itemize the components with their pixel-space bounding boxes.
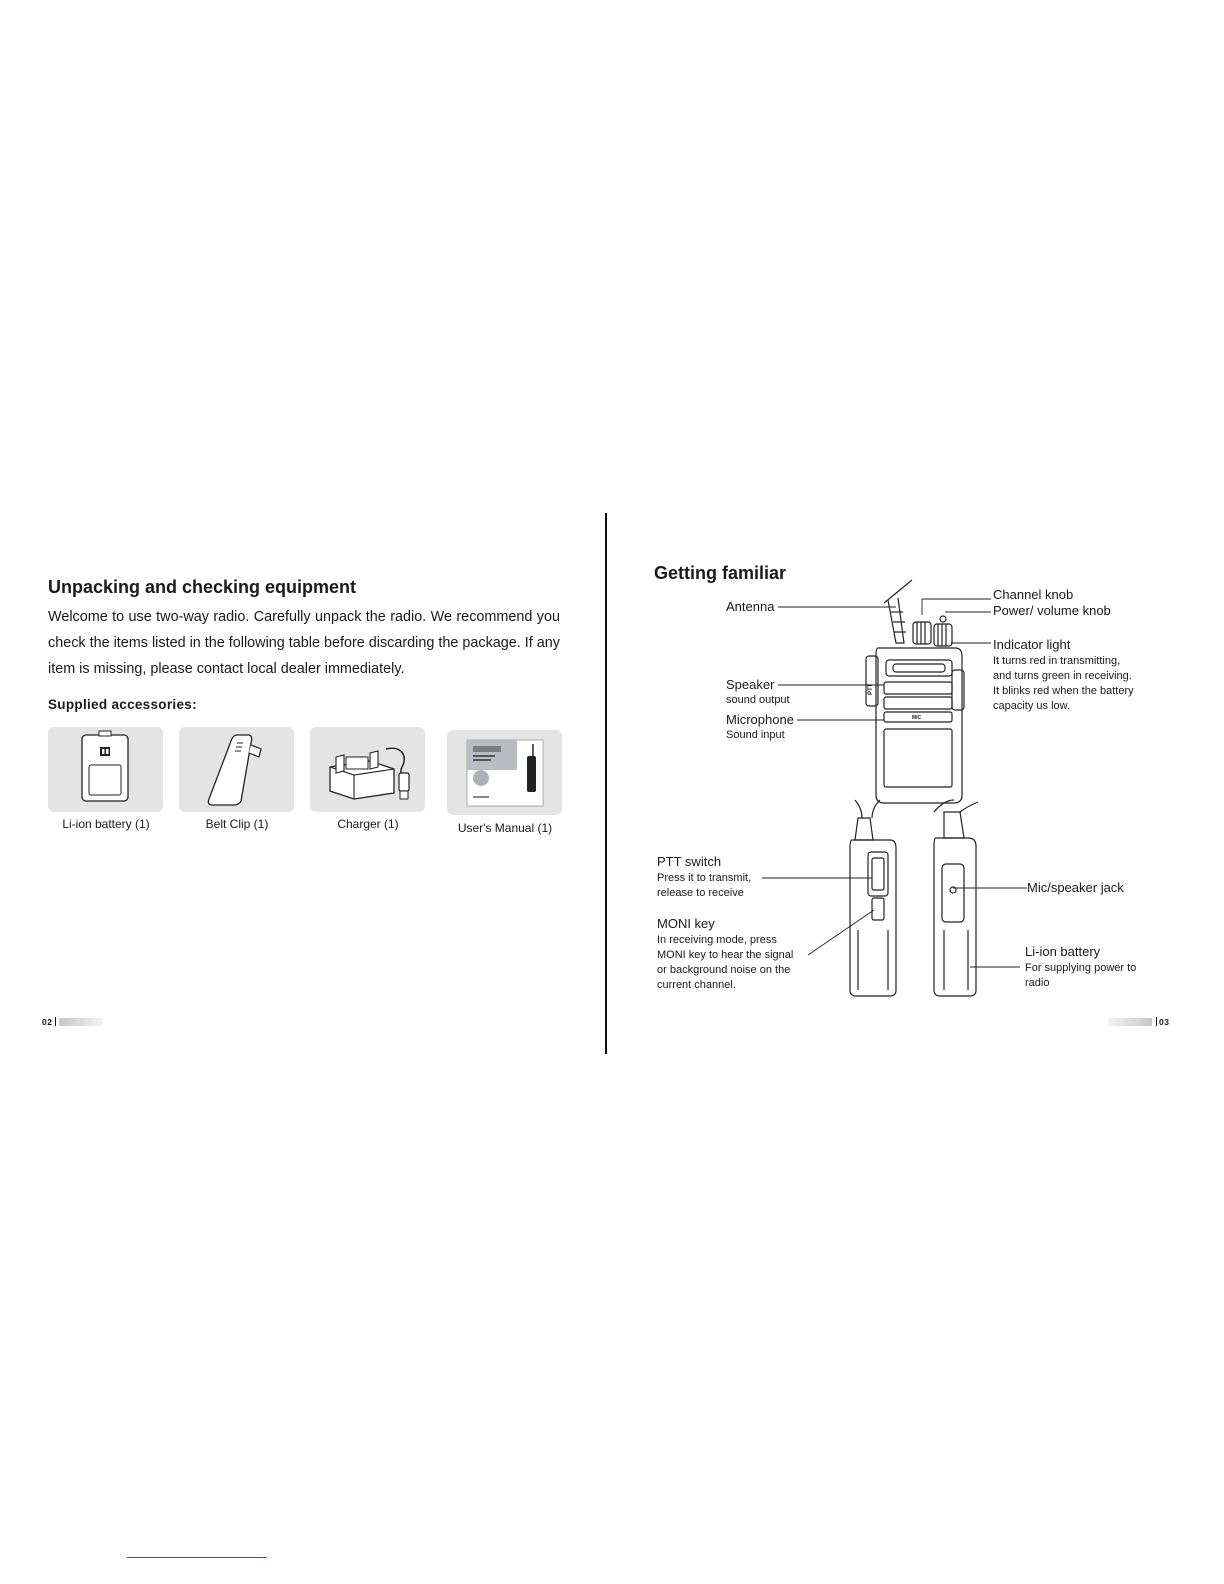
label-microphone: Microphone xyxy=(726,712,794,727)
footer-link-underline xyxy=(127,1557,267,1558)
charger-icon xyxy=(310,727,425,812)
label-ptt-switch: PTT switch xyxy=(657,854,722,869)
intro-paragraph: Welcome to use two-way radio. Carefully unpack the radio. We recommend you check the items listed in the following table before discarding the package. If any item is missing, please contact local dealer immediately. xyxy=(48,609,560,677)
label-moni-key: MONI key xyxy=(657,916,715,931)
supplied-accessories-heading: Supplied accessories: xyxy=(48,697,197,712)
page-number-separator xyxy=(55,1017,56,1026)
accessory-card-manual xyxy=(447,730,562,815)
radio-ptt-mark: PTT xyxy=(868,683,874,695)
radio-mic-mark: MIC xyxy=(912,715,922,721)
accessory-label-belt-clip: Belt Clip (1) xyxy=(205,817,269,831)
label-antenna: Antenna xyxy=(726,599,775,614)
accessory-label-battery: Li-ion battery (1) xyxy=(62,817,150,831)
label-speaker: Speaker xyxy=(726,677,775,692)
page-number-right: 03 xyxy=(1159,1017,1170,1027)
manual-icon xyxy=(447,730,562,815)
indicator-desc-line-1: It turns red in transmitting, xyxy=(993,655,1121,667)
moni-desc-line-2: MONI key to hear the signal xyxy=(657,949,794,961)
ptt-desc-line-2: release to receive xyxy=(657,887,744,899)
battery-desc-line-1: For supplying power to xyxy=(1025,962,1137,974)
page-title-getting-familiar: Getting familiar xyxy=(654,563,787,583)
battery-icon xyxy=(48,727,163,812)
label-indicator-light: Indicator light xyxy=(993,637,1071,652)
page-bar-left xyxy=(59,1018,103,1026)
page-title-unpacking: Unpacking and checking equipment xyxy=(48,577,357,597)
accessory-card-belt-clip xyxy=(179,727,294,812)
page-number-separator-right xyxy=(1156,1017,1157,1026)
leader-moni xyxy=(808,910,874,955)
belt-clip-icon xyxy=(179,727,294,812)
moni-desc-line-4: current channel. xyxy=(657,979,736,991)
accessory-label-charger: Charger (1) xyxy=(337,817,399,831)
battery-desc-line-2: radio xyxy=(1025,977,1050,989)
moni-desc-line-1: In receiving mode, press xyxy=(657,934,777,946)
indicator-desc-line-4: capacity us low. xyxy=(993,700,1071,712)
accessory-card-charger xyxy=(310,727,425,812)
page-divider xyxy=(605,513,607,1054)
speaker-desc: sound output xyxy=(726,694,790,706)
label-power-volume-knob: Power/ volume knob xyxy=(993,603,1111,618)
accessory-card-battery xyxy=(48,727,163,812)
antenna-top-curve xyxy=(884,580,912,603)
label-li-ion-battery: Li-ion battery xyxy=(1025,944,1101,959)
label-mic-speaker-jack: Mic/speaker jack xyxy=(1027,880,1124,895)
microphone-desc: Sound input xyxy=(726,729,785,741)
moni-desc-line-3: or background noise on the xyxy=(657,964,791,976)
label-channel-knob: Channel knob xyxy=(993,587,1074,602)
ptt-desc-line-1: Press it to transmit, xyxy=(657,872,752,884)
accessory-label-manual: User's Manual (1) xyxy=(457,821,553,835)
indicator-desc-line-2: and turns green in receiving. xyxy=(993,670,1132,682)
page-number-left: 02 xyxy=(42,1017,53,1027)
indicator-desc-line-3: It blinks red when the battery xyxy=(993,685,1134,697)
page-bar-right xyxy=(1108,1018,1152,1026)
